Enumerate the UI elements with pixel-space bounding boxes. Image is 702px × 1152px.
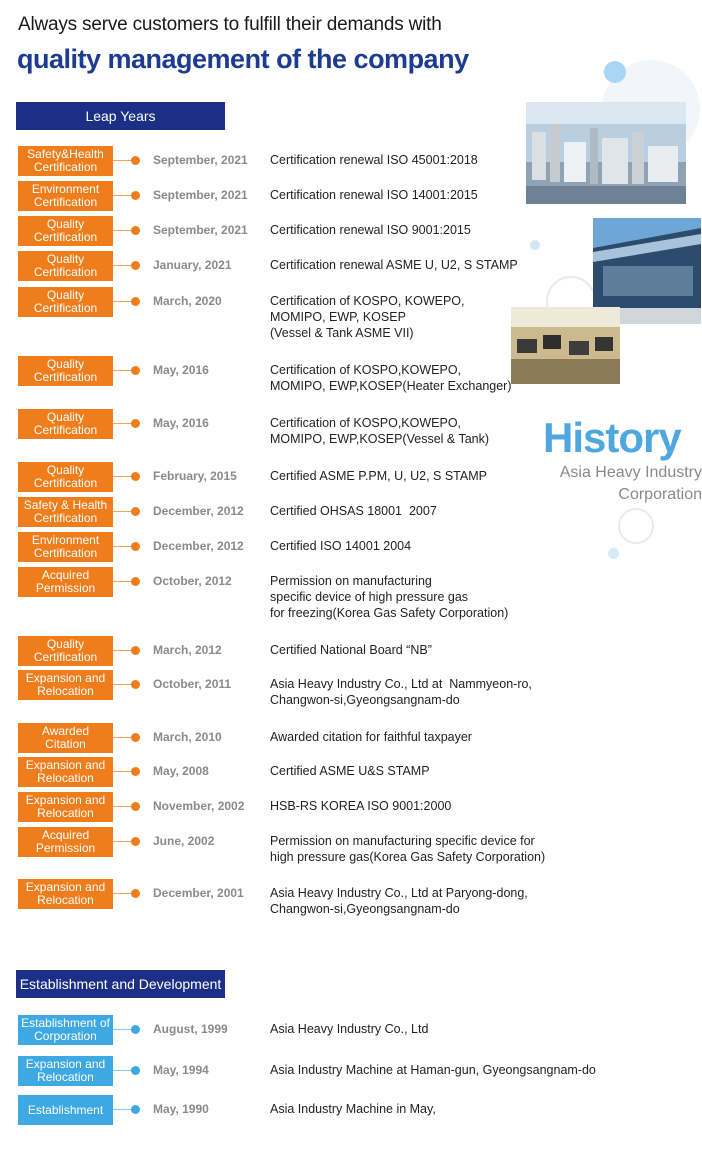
leap-date: December, 2012 [153, 504, 244, 518]
leap-badge: Awarded Citation [18, 723, 113, 753]
deco-circle-small [530, 240, 540, 250]
leap-date: March, 2012 [153, 643, 222, 657]
timeline-dot-icon [131, 226, 140, 235]
leap-description: Certification of KOSPO,KOWEPO, MOMIPO, EWP,KOSEP(Vessel & Tank) [270, 416, 490, 446]
leap-description: Certified ASME U&S STAMP [270, 764, 430, 778]
headline-line1: Always serve customers to fulfill their demands with [18, 14, 442, 35]
leap-description: Certified OHSAS 18001 2007 [270, 504, 437, 518]
leap-date: October, 2012 [153, 574, 232, 588]
leap-badge: Quality Certification [18, 287, 113, 317]
leap-description: Certified National Board “NB” [270, 643, 432, 657]
leap-description: Certification renewal ISO 45001:2018 [270, 153, 478, 167]
timeline-dot-icon [131, 261, 140, 270]
leap-date: October, 2011 [153, 677, 232, 691]
leap-badge: Expansion and Relocation [18, 757, 113, 787]
leap-description: Asia Heavy Industry Co., Ltd at Nammyeon-ro, Changwon-si,Gyeongsangnam-do [270, 677, 532, 707]
leap-badge: Expansion and Relocation [18, 879, 113, 909]
leap-date: March, 2010 [153, 730, 222, 744]
timeline-dot-icon [131, 837, 140, 846]
estab-description: Asia Industry Machine in May, [270, 1102, 436, 1116]
leap-badge: Expansion and Relocation [18, 670, 113, 700]
leap-description: Certified ASME P.PM, U, U2, S STAMP [270, 469, 487, 483]
leap-description: Awarded citation for faithful taxpayer [270, 730, 472, 744]
headline-line2: quality management of the company [17, 44, 469, 74]
leap-date: September, 2021 [153, 188, 248, 202]
leap-description: Permission on manufacturing specific device of high pressure gas for freezing(Korea Gas Safety Corporation) [270, 574, 509, 620]
leap-badge: Quality Certification [18, 356, 113, 386]
leap-description: Certification of KOSPO,KOWEPO, MOMIPO, EWP,KOSEP(Heater Exchanger) [270, 363, 512, 393]
leap-description: Asia Heavy Industry Co., Ltd at Paryong-dong, Changwon-si,Gyeongsangnam-do [270, 886, 528, 916]
leap-date: December, 2001 [153, 886, 244, 900]
timeline-dot-icon [131, 366, 140, 375]
leap-date: November, 2002 [153, 799, 245, 813]
office-photo [511, 307, 620, 384]
leap-badge: Acquired Permission [18, 827, 113, 857]
timeline-dot-icon [131, 1105, 140, 1114]
leap-years-header: Leap Years [16, 102, 225, 130]
leap-date: May, 2016 [153, 363, 209, 377]
leap-description: HSB-RS KOREA ISO 9001:2000 [270, 799, 452, 813]
timeline-dot-icon [131, 802, 140, 811]
leap-date: December, 2012 [153, 539, 244, 553]
timeline-dot-icon [131, 472, 140, 481]
deco-circle-ring-2 [618, 508, 654, 544]
estab-date: May, 1990 [153, 1102, 209, 1116]
company-name-line2: Corporation [618, 486, 702, 503]
leap-description: Certification renewal ISO 9001:2015 [270, 223, 471, 237]
estab-description: Asia Heavy Industry Co., Ltd [270, 1022, 429, 1036]
timeline-dot-icon [131, 1025, 140, 1034]
estab-description: Asia Industry Machine at Haman-gun, Gyeongsangnam-do [270, 1063, 596, 1077]
timeline-dot-icon [131, 297, 140, 306]
estab-date: August, 1999 [153, 1022, 228, 1036]
leap-badge: Safety&Health Certification [18, 146, 113, 176]
leap-badge: Quality Certification [18, 251, 113, 281]
timeline-dot-icon [131, 542, 140, 551]
leap-badge: Expansion and Relocation [18, 792, 113, 822]
timeline-dot-icon [131, 767, 140, 776]
estab-badge: Expansion and Relocation [18, 1056, 113, 1086]
leap-badge: Environment Certification [18, 181, 113, 211]
timeline-dot-icon [131, 889, 140, 898]
deco-circle-blue [604, 61, 626, 83]
leap-badge: Environment Certification [18, 532, 113, 562]
leap-description: Certification renewal ASME U, U2, S STAMP [270, 258, 518, 272]
company-name-line1: Asia Heavy Industry [559, 464, 702, 481]
leap-badge: Acquired Permission [18, 567, 113, 597]
leap-date: May, 2016 [153, 416, 209, 430]
leap-badge: Quality Certification [18, 462, 113, 492]
leap-date: June, 2002 [153, 834, 215, 848]
leap-description: Permission on manufacturing specific device for high pressure gas(Korea Gas Safety Corporation) [270, 834, 546, 864]
leap-description: Certification renewal ISO 14001:2015 [270, 188, 478, 202]
leap-badge: Safety & Health Certification [18, 497, 113, 527]
leap-description: Certified ISO 14001 2004 [270, 539, 412, 553]
leap-badge: Quality Certification [18, 636, 113, 666]
timeline-dot-icon [131, 733, 140, 742]
timeline-dot-icon [131, 507, 140, 516]
timeline-dot-icon [131, 577, 140, 586]
deco-circle-tiny [608, 548, 619, 559]
history-title: History [543, 414, 681, 461]
establishment-header: Establishment and Development [16, 970, 225, 998]
estab-badge: Establishment of Corporation [18, 1015, 113, 1045]
leap-date: March, 2020 [153, 294, 222, 308]
leap-description: Certification of KOSPO, KOWEPO, MOMIPO, EWP, KOSEP (Vessel & Tank ASME VII) [270, 294, 465, 340]
timeline-dot-icon [131, 419, 140, 428]
leap-date: January, 2021 [153, 258, 232, 272]
timeline-dot-icon [131, 680, 140, 689]
leap-date: February, 2015 [153, 469, 237, 483]
leap-badge: Quality Certification [18, 216, 113, 246]
estab-date: May, 1994 [153, 1063, 209, 1077]
leap-date: May, 2008 [153, 764, 209, 778]
timeline-dot-icon [131, 156, 140, 165]
timeline-dot-icon [131, 1066, 140, 1075]
leap-badge: Quality Certification [18, 409, 113, 439]
timeline-dot-icon [131, 646, 140, 655]
timeline-dot-icon [131, 191, 140, 200]
estab-badge: Establishment [18, 1095, 113, 1125]
leap-date: September, 2021 [153, 223, 248, 237]
leap-date: September, 2021 [153, 153, 248, 167]
plant-photo [526, 102, 686, 204]
